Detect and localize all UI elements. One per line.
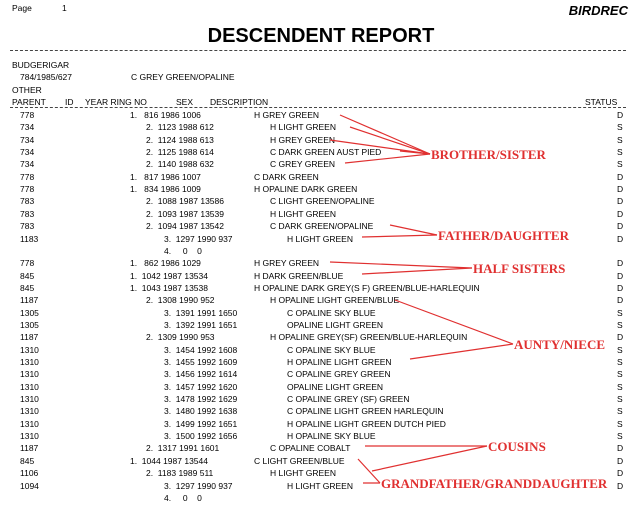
other-parent-ring: 734 xyxy=(20,134,35,145)
descendant-entry: 2. 1093 1987 13539 xyxy=(146,208,224,219)
descendant-entry: 3. 1457 1992 1620 xyxy=(164,381,238,392)
descendant-description: C OPALINE GREY (SF) GREEN xyxy=(287,394,410,405)
descendant-description: C LIGHT GREEN/BLUE xyxy=(254,455,345,466)
descendant-description: H LIGHT GREEN xyxy=(287,233,353,244)
annotation-brother-sister: BROTHER/SISTER xyxy=(431,147,546,162)
col-year-ring: YEAR RING NO xyxy=(85,97,147,107)
other-parent-ring: 845 xyxy=(20,455,35,466)
descendant-status: D xyxy=(617,480,624,491)
descendant-entry: 2. 1123 1988 612 xyxy=(146,122,214,133)
descendant-description: C GREY GREEN xyxy=(270,159,336,170)
descendant-description: H GREY GREEN xyxy=(270,134,336,145)
descendant-entry: 3. 1297 1990 937 xyxy=(164,233,233,244)
other-parent-ring: 783 xyxy=(20,208,35,219)
arrow-aunty-niece-2 xyxy=(410,344,513,359)
descendant-description: H DARK GREEN/BLUE xyxy=(254,270,344,281)
descendant-status: S xyxy=(617,418,623,429)
other-parent-ring: 734 xyxy=(20,159,35,170)
other-parent-ring: 1310 xyxy=(20,344,39,355)
other-parent-ring: 1310 xyxy=(20,381,39,392)
descendant-entry: 3. 1478 1992 1629 xyxy=(164,394,238,405)
other-parent-ring: 1183 xyxy=(20,233,39,244)
descendant-entry: 1. 1044 1987 13544 xyxy=(130,455,208,466)
descendant-description: H OPALINE LIGHT GREEN DUTCH PIED xyxy=(287,418,446,429)
descendant-description: C LIGHT GREEN/OPALINE xyxy=(270,196,375,207)
descendant-entry: 3. 1454 1992 1608 xyxy=(164,344,238,355)
descendant-entry: 2. 1094 1987 13542 xyxy=(146,221,224,232)
other-parent-ring: 1106 xyxy=(20,468,39,479)
report-title: DESCENDENT REPORT xyxy=(207,25,435,47)
descendant-entry: 3. 1391 1991 1650 xyxy=(164,307,238,318)
descendant-status: S xyxy=(617,406,623,417)
other-parent-ring: 778 xyxy=(20,184,35,195)
descendant-entry: 3. 1456 1992 1614 xyxy=(164,369,238,380)
col-sex: SEX xyxy=(176,97,194,107)
arrow-brother-sister-5 xyxy=(345,154,430,163)
descendant-status: S xyxy=(617,344,623,355)
annotation-half-sisters: HALF SISTERS xyxy=(473,261,566,276)
descendant-description: C DARK GREEN/OPALINE xyxy=(270,221,374,232)
descendant-status: D xyxy=(617,171,624,182)
other-parent-ring: 778 xyxy=(20,258,35,269)
arrow-grandfather-1 xyxy=(358,459,380,483)
arrow-half-sisters-2 xyxy=(362,268,472,274)
descendant-entry: 4. 0 0 xyxy=(164,245,202,256)
page-label: Page xyxy=(12,3,32,13)
other-parent-ring: 1187 xyxy=(20,332,39,343)
descendant-status: S xyxy=(617,319,623,330)
descendant-description: C OPALINE SKY BLUE xyxy=(287,344,376,355)
other-parent-ring: 778 xyxy=(20,171,35,182)
descendant-status: D xyxy=(617,282,624,293)
descendant-description: H LIGHT GREEN xyxy=(270,122,336,133)
descendant-description: C OPALINE SKY BLUE xyxy=(287,307,376,318)
other-parent-ring: 783 xyxy=(20,221,35,232)
other-parent-ring: 734 xyxy=(20,122,35,133)
other-parent-ring: 845 xyxy=(20,270,35,281)
descendant-description: C OPALINE GREY GREEN xyxy=(287,369,391,380)
descendant-status: D xyxy=(617,208,624,219)
descendant-entry: 2. 1308 1990 952 xyxy=(146,295,215,306)
descendant-description: C DARK GREEN xyxy=(254,171,319,182)
descendant-status: D xyxy=(617,258,624,269)
subject-color: C GREY GREEN/OPALINE xyxy=(131,72,235,82)
descendant-entry: 1. 1043 1987 13538 xyxy=(130,282,208,293)
arrow-father-daughter-1 xyxy=(390,225,437,235)
descendant-entry: 1. 862 1986 1029 xyxy=(130,258,201,269)
descendant-entry: 3. 1500 1992 1656 xyxy=(164,431,238,442)
descendant-description: H GREY GREEN xyxy=(254,110,320,120)
arrow-aunty-niece-1 xyxy=(395,300,513,344)
descendant-description: H OPALINE DARK GREEN xyxy=(254,184,358,195)
descendant-status: D xyxy=(617,270,624,281)
other-parent-ring: 1187 xyxy=(20,295,39,306)
descendant-status: D xyxy=(617,196,624,207)
annotation-grandfather-granddaughter: GRANDFATHER/GRANDDAUGHTER xyxy=(381,476,608,491)
descendant-description: C DARK GREEN AUST PIED xyxy=(270,147,382,158)
other-parent-ring: 1310 xyxy=(20,406,39,417)
descendant-description: H LIGHT GREEN xyxy=(270,468,336,479)
descendant-entry: 4. 0 0 xyxy=(164,492,202,503)
descendant-entry: 3. 1297 1990 937 xyxy=(164,480,233,491)
arrow-cousins-2 xyxy=(372,446,487,471)
descendant-status: D xyxy=(617,184,624,195)
descendant-status: D xyxy=(617,295,624,306)
descendant-description: H LIGHT GREEN xyxy=(270,208,336,219)
other-parent-ring: 1187 xyxy=(20,443,39,454)
descendant-status: S xyxy=(617,394,623,405)
descendant-entry: 2. 1309 1990 953 xyxy=(146,332,215,343)
descendant-description: H OPALINE LIGHT GREEN xyxy=(287,357,392,367)
annotation-aunty-niece: AUNTY/NIECE xyxy=(514,337,606,352)
other-parent-ring: 778 xyxy=(20,110,35,120)
descendant-description: OPALINE LIGHT GREEN xyxy=(287,381,384,392)
descendant-status: D xyxy=(617,332,624,343)
other-parent-ring: 1094 xyxy=(20,480,39,491)
descendant-status: S xyxy=(617,307,623,318)
page-number: 1 xyxy=(62,3,67,13)
col-status: STATUS xyxy=(585,97,618,107)
descendant-entry: 2. 1125 1988 614 xyxy=(146,147,214,158)
col-description: DESCRIPTION xyxy=(210,97,269,107)
descendant-entry: 2. 1124 1988 613 xyxy=(146,134,214,145)
other-parent-ring: 1310 xyxy=(20,418,39,429)
descendant-status: S xyxy=(617,381,623,392)
descendant-status: D xyxy=(617,221,624,232)
descendant-entry: 2. 1183 1989 511 xyxy=(146,468,214,479)
descendant-status: D xyxy=(617,443,624,454)
descendant-entry: 1. 816 1986 1006 xyxy=(130,110,201,120)
descendant-description: H GREY GREEN xyxy=(254,258,320,269)
col-id: ID xyxy=(65,97,74,107)
descendant-status: S xyxy=(617,159,623,170)
other-parent-ring: 845 xyxy=(20,282,35,293)
descendant-description: H OPALINE DARK GREY(S F) GREEN/BLUE-HARLEQUIN xyxy=(254,282,480,293)
descendant-status: S xyxy=(617,369,623,380)
descendant-entry: 1. 817 1986 1007 xyxy=(130,171,201,182)
descendant-description: H OPALINE SKY BLUE xyxy=(287,431,376,442)
descendant-status: S xyxy=(617,134,623,145)
other-parent-ring: 734 xyxy=(20,147,35,158)
col-other: OTHER xyxy=(12,85,42,95)
other-parent-ring: 1310 xyxy=(20,357,39,367)
descendant-description: C OPALINE COBALT xyxy=(270,443,351,454)
descendant-description: OPALINE LIGHT GREEN xyxy=(287,319,384,330)
descendant-entry: 3. 1455 1992 1609 xyxy=(164,357,238,367)
col-parent: PARENT xyxy=(12,97,46,107)
other-parent-ring: 1305 xyxy=(20,307,39,318)
descendant-entry: 3. 1499 1992 1651 xyxy=(164,418,238,429)
other-parent-ring: 1310 xyxy=(20,431,39,442)
annotation-father-daughter: FATHER/DAUGHTER xyxy=(438,228,569,243)
other-parent-ring: 783 xyxy=(20,196,35,207)
descendant-status: D xyxy=(617,233,624,244)
descendant-status: D xyxy=(617,455,624,466)
descendant-entry: 2. 1317 1991 1601 xyxy=(146,443,220,454)
descendant-description: H OPALINE GREY(SF) GREEN/BLUE-HARLEQUIN xyxy=(270,332,468,343)
descendant-entry: 2. 1088 1987 13586 xyxy=(146,196,224,207)
descendant-entry: 1. 1042 1987 13534 xyxy=(130,270,208,281)
arrow-half-sisters-1 xyxy=(330,262,472,268)
annotation-cousins: COUSINS xyxy=(488,439,546,454)
descendant-status: D xyxy=(617,468,624,479)
subject-ring: 784/1985/627 xyxy=(20,72,72,82)
species-name: BUDGERIGAR xyxy=(12,60,70,70)
arrow-brother-sister-2 xyxy=(350,127,430,154)
other-parent-ring: 1310 xyxy=(20,394,39,405)
other-parent-ring: 1310 xyxy=(20,369,39,380)
descendant-entry: 2. 1140 1988 632 xyxy=(146,159,214,170)
descendant-status: S xyxy=(617,431,623,442)
descendant-status: S xyxy=(617,357,623,367)
descendant-status: S xyxy=(617,122,623,133)
descendant-description: H OPALINE LIGHT GREEN/BLUE xyxy=(270,295,400,306)
arrow-father-daughter-2 xyxy=(362,235,437,237)
brand-logo: BIRDREC xyxy=(568,3,628,18)
descendant-entry: 3. 1392 1991 1651 xyxy=(164,319,238,330)
other-parent-ring: 1305 xyxy=(20,319,39,330)
descendant-description: C OPALINE LIGHT GREEN HARLEQUIN xyxy=(287,406,444,417)
descendant-entry: 3. 1480 1992 1638 xyxy=(164,406,238,417)
descendant-status: D xyxy=(617,110,624,120)
descendant-description: H LIGHT GREEN xyxy=(287,480,353,491)
descendant-entry: 1. 834 1986 1009 xyxy=(130,184,201,195)
descendant-status: S xyxy=(617,147,623,158)
